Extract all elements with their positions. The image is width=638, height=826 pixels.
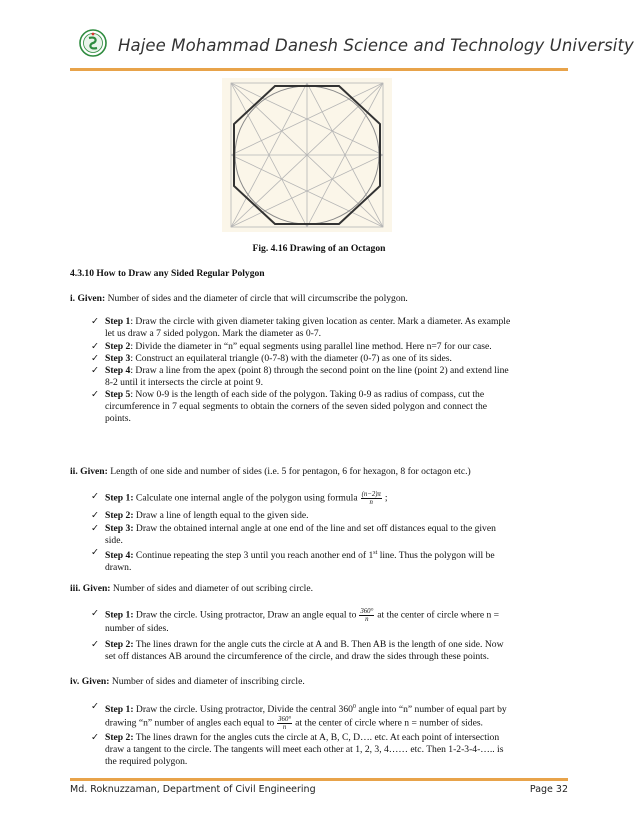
step-line-2b: at the center of circle where n = number of sides. xyxy=(295,717,483,729)
step-text: Draw the circle. Using protractor, Divide the central 360 xyxy=(133,704,353,716)
formula-numerator: (n−2)π xyxy=(361,491,381,498)
checkmark-icon: ✓ xyxy=(91,389,99,400)
step-text-after: ; xyxy=(384,492,388,504)
step-line-2: set off distances AB around the circumference of the circle, and draw the sides through these points. xyxy=(105,651,489,662)
angle-fraction xyxy=(359,608,374,623)
part2-step2 xyxy=(91,510,573,522)
step-label: Step 2: xyxy=(105,510,134,521)
header-rule xyxy=(70,68,568,71)
checkmark-icon: ✓ xyxy=(91,732,99,743)
checkmark-icon: ✓ xyxy=(91,365,99,376)
step-text: Draw a line of length equal to the given side. xyxy=(133,510,309,521)
angle-denominator: n xyxy=(365,616,369,623)
university-logo-icon xyxy=(78,28,108,58)
checkmark-icon: ✓ xyxy=(91,608,99,619)
checkmark-icon: ✓ xyxy=(91,341,99,352)
step-label: Step 1: xyxy=(105,609,134,621)
step-line-2: 8-2 until it intersects the circle at point 9. xyxy=(105,377,263,388)
step-label: Step 4 xyxy=(105,365,131,376)
part1-step-1 xyxy=(91,316,573,340)
header-title: Hajee Mohammad Danesh Science and Technology University xyxy=(118,36,634,55)
angle-numerator: 360° xyxy=(278,716,292,724)
step-line-1: : Now 0-9 is the length of each side of the polygon. Taking 0-9 as radius of compass, cut the xyxy=(130,389,485,400)
part2-step1 xyxy=(91,491,573,506)
part4-given xyxy=(70,676,305,688)
footer-rule xyxy=(70,778,568,781)
step-line-3: the required polygon. xyxy=(105,756,188,767)
part2-given xyxy=(70,466,471,478)
checkmark-icon: ✓ xyxy=(91,523,99,534)
step-text-cont: angle into “n” number of equal part by xyxy=(355,704,507,716)
step-line-1: : Draw a line from the apex (point 8) through the second point on the line (point 2) and extend line xyxy=(130,365,509,376)
part1-step-5 xyxy=(91,389,573,425)
step-line-2: side. xyxy=(105,535,123,546)
checkmark-icon: ✓ xyxy=(91,547,99,558)
step-line-1: Draw the obtained internal angle at one end of the line and set off distances equal to the given xyxy=(133,523,496,534)
page-header xyxy=(70,26,634,68)
step-label: Step 1: xyxy=(105,492,134,504)
section-heading: 4.3.10 How to Draw any Sided Regular Polygon xyxy=(70,268,265,279)
step-line-2: draw a tangent to the circle. The tangents will meet each other at 1, 2, 3, 4…… etc. Then 1-2-3-4-….. is xyxy=(105,744,504,755)
octagon-drawing xyxy=(222,78,392,232)
step-line-1: : Construct an equilateral triangle (0-7-8) with the diameter (0-7) as one of its sides. xyxy=(130,353,452,364)
angle-fraction xyxy=(277,716,292,731)
checkmark-icon: ✓ xyxy=(91,510,99,521)
part2-text: Length of one side and number of sides (i.e. 5 for pentagon, 6 for hexagon, 8 for octagon etc.) xyxy=(107,466,471,477)
part2-step4 xyxy=(91,547,573,574)
part1-step-3 xyxy=(91,353,573,365)
part2-label: ii. Given: xyxy=(70,466,108,477)
step-superscript: st xyxy=(373,550,378,556)
angle-denominator: n xyxy=(282,724,287,732)
step-label: Step 1: xyxy=(105,704,134,716)
step-label: Step 2: xyxy=(105,732,134,743)
part4-step2 xyxy=(91,732,573,768)
step-text: Calculate one internal angle of the polygon using formula xyxy=(133,492,358,504)
step-label: Step 3 xyxy=(105,353,131,364)
step-line-2: let us draw a 7 sided polygon. Mark the diameter as 0-7. xyxy=(105,328,322,339)
step-label: Step 3: xyxy=(105,523,134,534)
step-line-1: The lines drawn for the angles cuts the circle at A, B, C, D…. etc. At each point of intersection xyxy=(133,732,500,743)
checkmark-icon: ✓ xyxy=(91,491,99,502)
step-text: Draw the circle. Using protractor, Draw an angle equal to xyxy=(133,609,357,621)
step-line-2: circumference in 7 equal segments to obtain the corners of the seven sided polygon and connect the xyxy=(105,401,488,412)
checkmark-icon: ✓ xyxy=(91,701,99,712)
part3-text: Number of sides and diameter of out scribing circle. xyxy=(110,583,313,594)
step-line-1: The lines drawn for the angle cuts the circle at A and B. Then AB is the length of one side. Now xyxy=(133,639,504,650)
part3-step2 xyxy=(91,639,573,663)
step-line-1: : Draw the circle with given diameter taking given location as center. Mark a diameter. As example xyxy=(130,316,511,327)
part4-label: iv. Given: xyxy=(70,676,110,687)
step-line-2a: drawing “n” number of angles each equal to xyxy=(105,717,275,729)
page-number: Page 32 xyxy=(529,784,568,795)
part3-given xyxy=(70,583,313,595)
step-text-cont: line. Thus the polygon will be xyxy=(377,550,495,562)
part3-step1 xyxy=(91,608,573,635)
step-text-cont: at the center of circle where n = xyxy=(377,609,500,621)
step-label: Step 5 xyxy=(105,389,131,400)
checkmark-icon: ✓ xyxy=(91,639,99,650)
step-superscript: 0 xyxy=(352,704,356,710)
step-label: Step 4: xyxy=(105,550,134,562)
octagon-figure xyxy=(222,78,392,232)
part3-label: iii. Given: xyxy=(70,583,111,594)
step-line-3: points. xyxy=(105,413,131,424)
step-label: Step 2 xyxy=(105,341,131,352)
part1-label: i. Given: xyxy=(70,293,106,304)
step-line-1: : Divide the diameter in “n” equal segments using parallel line method. Here n=7 for our case. xyxy=(130,341,492,352)
part1-given xyxy=(70,293,408,305)
step-label: Step 2: xyxy=(105,639,134,650)
checkmark-icon: ✓ xyxy=(91,353,99,364)
part2-step3 xyxy=(91,523,573,547)
formula-denominator: n xyxy=(369,499,373,506)
step-text: Continue repeating the step 3 until you reach another end of 1 xyxy=(133,550,374,562)
angle-numerator: 360° xyxy=(360,608,374,615)
footer-author: Md. Roknuzzaman, Department of Civil Engineering xyxy=(70,784,316,795)
part4-text: Number of sides and diameter of inscribing circle. xyxy=(109,676,305,687)
checkmark-icon: ✓ xyxy=(91,316,99,327)
step-label: Step 1 xyxy=(105,316,131,327)
step-line-2: number of sides. xyxy=(105,623,169,634)
formula-fraction xyxy=(361,491,382,506)
step-line-2: drawn. xyxy=(105,562,132,574)
part1-text: Number of sides and the diameter of circle that will circumscribe the polygon. xyxy=(105,293,408,304)
part4-step1 xyxy=(91,701,573,732)
part1-step-2 xyxy=(91,341,573,353)
figure-caption: Fig. 4.16 Drawing of an Octagon xyxy=(252,243,386,254)
part1-step-4 xyxy=(91,365,573,389)
